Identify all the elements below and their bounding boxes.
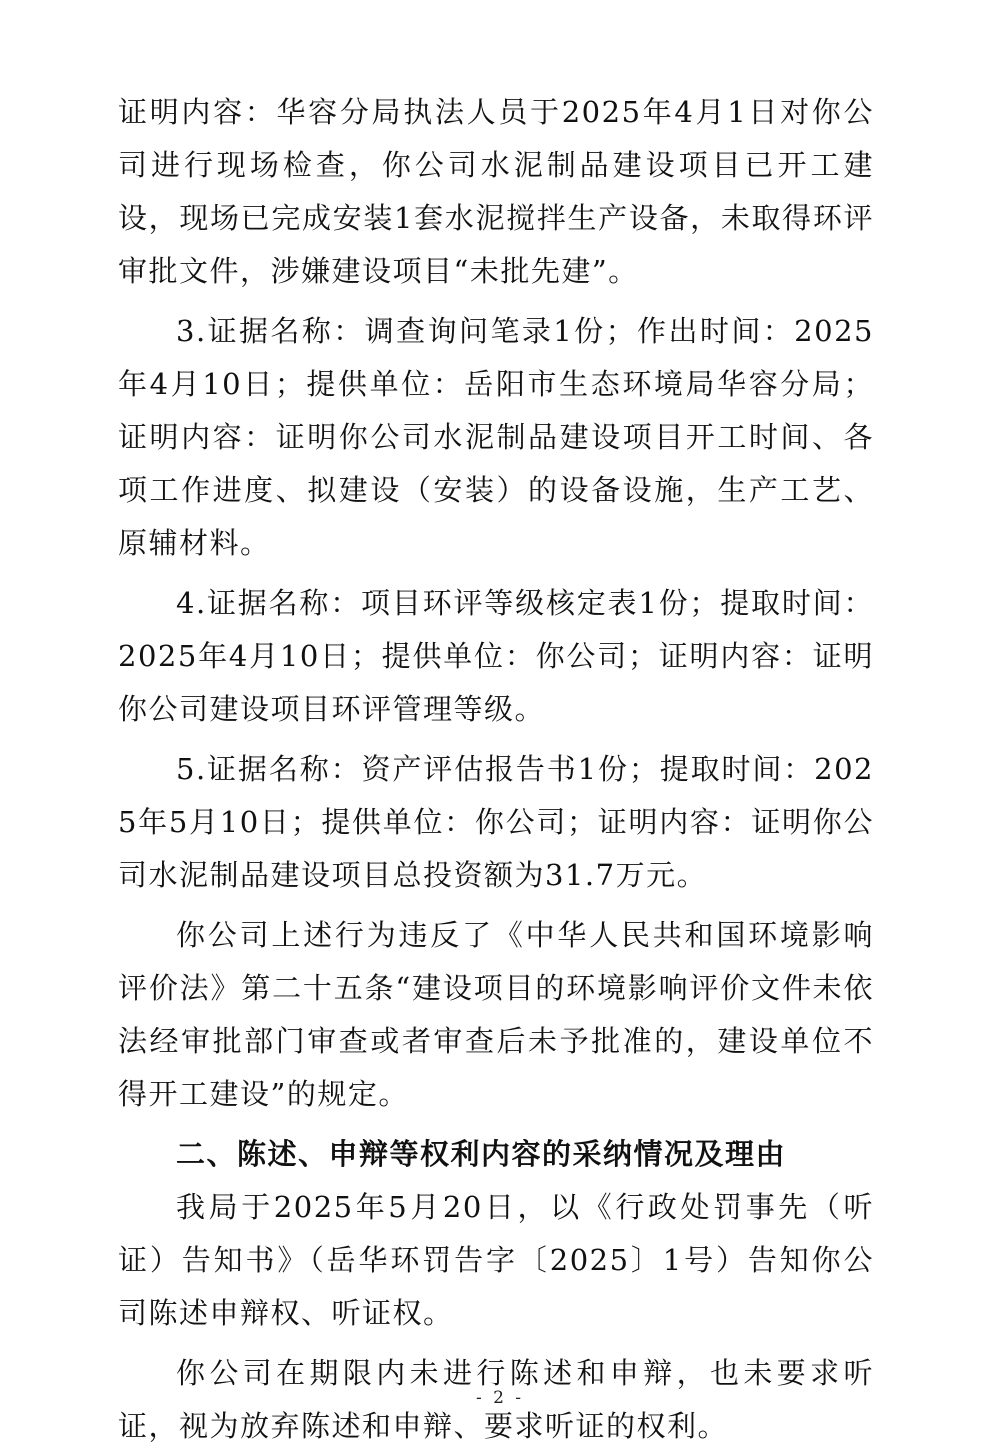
document-body — [118, 86, 874, 1453]
notification-paragraph: 我局于2025年5月20日，以《行政处罚事先（听证）告知书》（岳华环罚告字〔2025〕1号）告知你公司陈述申辩权、听证权。 — [118, 1190, 874, 1330]
evidence-2-content-paragraph: 证明内容：华容分局执法人员于2025年4月1日对你公司进行现场检查，你公司水泥制品建设项目已开工建设，现场已完成安装1套水泥搅拌生产设备，未取得环评审批文件，涉嫌建设项目“未批先建”。 — [118, 95, 874, 288]
evidence-3-paragraph: 3.证据名称：调查询问笔录1份；作出时间：2025年4月10日；提供单位：岳阳市生态环境局华容分局；证明内容：证明你公司水泥制品建设项目开工时间、各项工作进度、拟建设（安装）的设备设施，生产工艺、原辅材料。 — [118, 314, 874, 560]
evidence-5-paragraph: 5.证据名称：资产评估报告书1份；提取时间：2025年5月10日；提供单位：你公司；证明内容：证明你公司水泥制品建设项目总投资额为31.7万元。 — [118, 752, 874, 892]
page-number: - 2 - — [475, 1388, 525, 1408]
section-heading: 二、陈述、申辩等权利内容的采纳情况及理由 — [176, 1137, 787, 1171]
evidence-4-paragraph: 4.证据名称：项目环评等级核定表1份；提取时间：2025年4月10日；提供单位：你公司；证明内容：证明你公司建设项目环评管理等级。 — [118, 586, 874, 726]
waiver-paragraph: 你公司在期限内未进行陈述和申辩，也未要求听证，视为放弃陈述和申辩、要求听证的权利。 — [118, 1356, 874, 1443]
violation-paragraph: 你公司上述行为违反了《中华人民共和国环境影响评价法》第二十五条“建设项目的环境影响评价文件未依法经审批部门审查或者审查后未予批准的，建设单位不得开工建设”的规定。 — [118, 918, 874, 1111]
